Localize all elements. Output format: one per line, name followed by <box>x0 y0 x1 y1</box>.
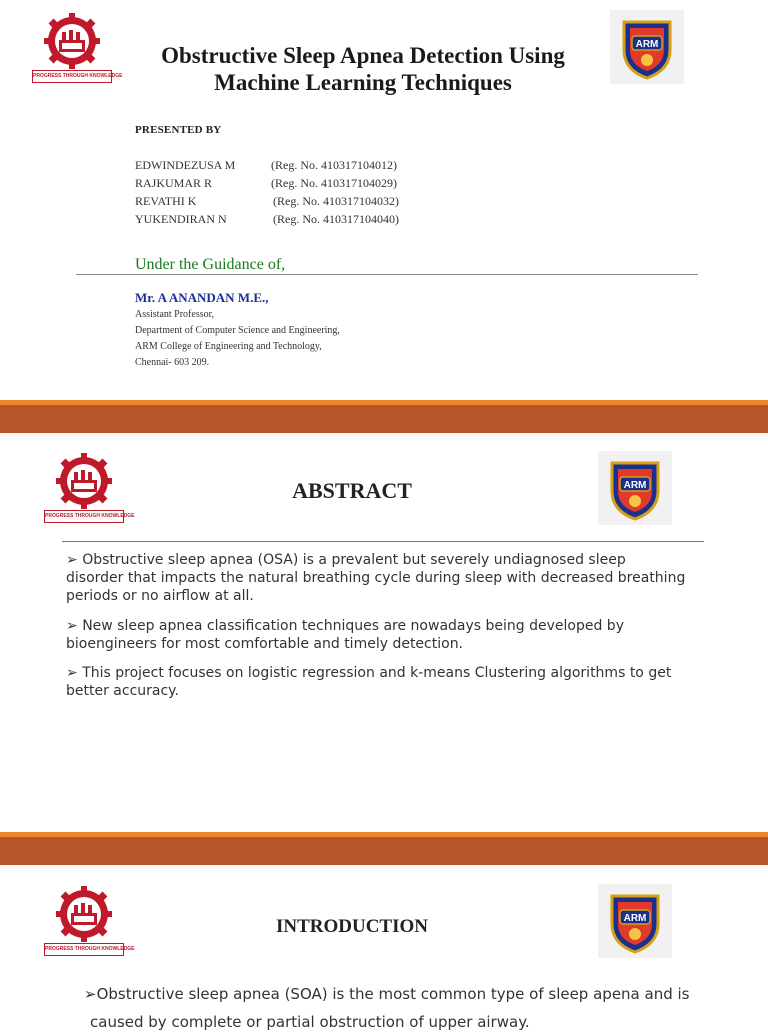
gear-emblem-icon <box>44 883 124 945</box>
abstract-bullet: ➢ This project focuses on logistic regression and k-means Clustering algorithms to get better accuracy. <box>66 665 672 699</box>
shield-emblem-icon <box>610 10 684 84</box>
member-reg: (Reg. No. 410317104029) <box>271 176 397 190</box>
arm-logo-text: ARM <box>635 39 659 50</box>
member-reg: (Reg. No. 410317104040) <box>273 212 399 226</box>
guide-department: Department of Computer Science and Engineering, <box>135 325 340 336</box>
member-row <box>135 212 399 227</box>
member-name: YUKENDIRAN N <box>135 212 227 226</box>
slide-separator-band <box>0 837 768 865</box>
arm-college-logo <box>598 451 672 525</box>
anna-university-logo <box>32 10 123 84</box>
divider <box>76 274 698 275</box>
abstract-bullet: ➢ New sleep apnea classification techniques are nowadays being developed by bioengineers for most comfortable and timely detection. <box>66 618 624 652</box>
member-reg: (Reg. No. 410317104032) <box>273 194 399 208</box>
member-reg: (Reg. No. 410317104012) <box>271 158 397 172</box>
guide-location: Chennai- 603 209. <box>135 357 210 368</box>
divider <box>62 541 704 542</box>
guide-name: Mr. A ANANDAN M.E., <box>135 290 269 305</box>
presentation-title <box>140 42 586 96</box>
arrow-bullet-icon: ➢ <box>66 618 83 634</box>
arrow-bullet-icon: ➢ <box>66 665 83 681</box>
title-line-1: Obstructive Sleep Apnea Detection Using <box>161 43 565 68</box>
guide-college: ARM College of Engineering and Technology, <box>135 341 322 352</box>
member-row <box>135 176 397 191</box>
anna-university-motto: PROGRESS THROUGH KNOWLEDGE <box>44 510 124 523</box>
gear-emblem-icon <box>32 10 112 72</box>
member-name: RAJKUMAR R <box>135 176 213 190</box>
title-line-2: Machine Learning Techniques <box>214 70 512 95</box>
abstract-heading: ABSTRACT <box>292 478 412 503</box>
anna-university-logo <box>44 883 135 957</box>
guide-designation: Assistant Professor, <box>135 309 215 320</box>
shield-emblem-icon <box>598 884 672 958</box>
arm-college-logo <box>598 884 672 958</box>
anna-university-logo <box>44 450 135 524</box>
guidance-heading: Under the Guidance of, <box>135 256 286 273</box>
abstract-bullet: ➢ Obstructive sleep apnea (OSA) is a prevalent but severely undiagnosed sleep disorder that impacts the natural breathing cycle during sleep with decreased breathing periods or no airflow at all. <box>66 552 686 604</box>
arrow-bullet-icon: ➢ <box>84 985 97 1003</box>
arm-logo-text: ARM <box>623 480 647 491</box>
member-name: REVATHI K <box>135 194 197 208</box>
shield-emblem-icon <box>598 451 672 525</box>
arm-college-logo <box>610 10 684 84</box>
anna-university-motto: PROGRESS THROUGH KNOWLEDGE <box>32 70 112 83</box>
member-row <box>135 194 399 209</box>
arrow-bullet-icon: ➢ <box>66 552 83 568</box>
introduction-heading: INTRODUCTION <box>275 916 429 937</box>
anna-university-motto: PROGRESS THROUGH KNOWLEDGE <box>44 943 124 956</box>
member-row <box>135 158 397 173</box>
introduction-text: ➢Obstructive sleep apnea (SOA) is the most common type of sleep apena and is caused by complete or partial obstruction of upper airway. <box>84 985 690 1031</box>
arm-logo-text: ARM <box>623 913 647 924</box>
slide-separator-band <box>0 405 768 433</box>
member-name: EDWINDEZUSA M <box>135 158 236 172</box>
presented-by-label: PRESENTED BY <box>135 124 222 136</box>
gear-emblem-icon <box>44 450 124 512</box>
